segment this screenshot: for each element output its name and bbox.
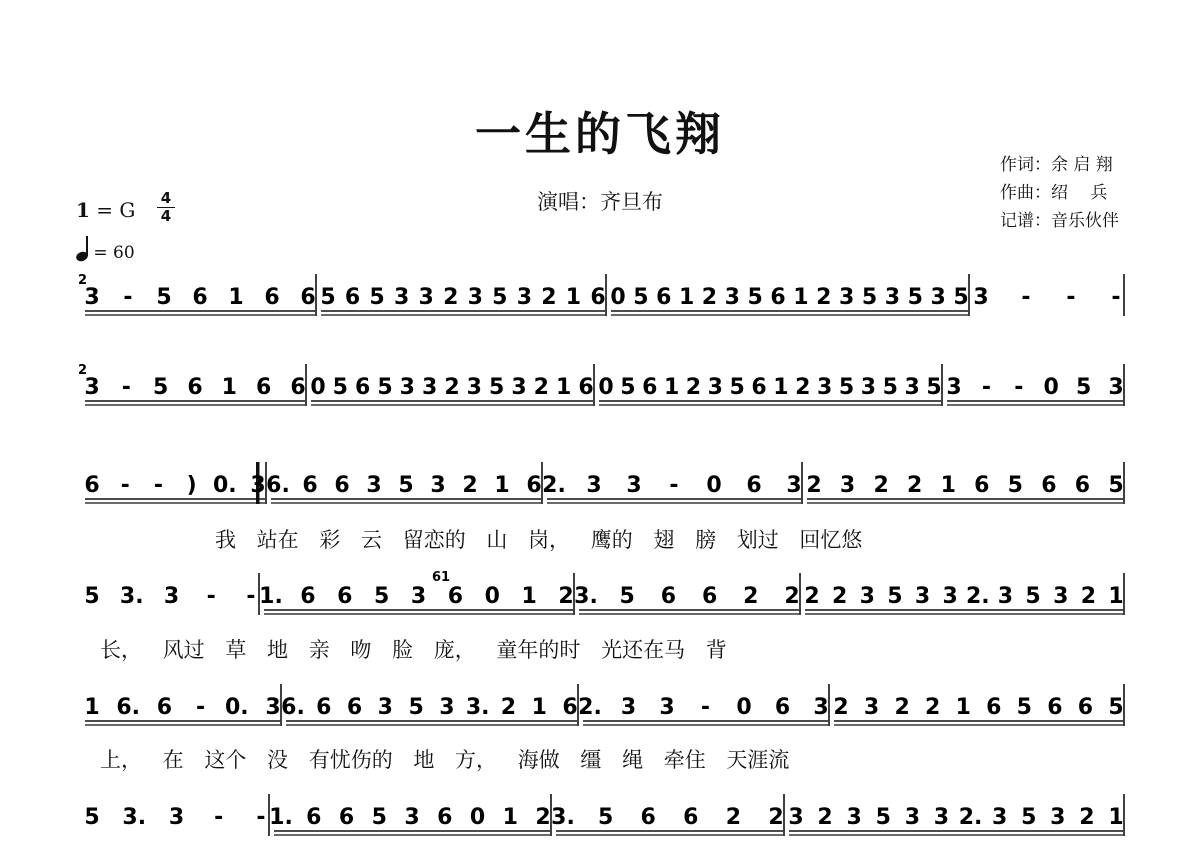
lyric-line-2: 长， 风过 草 地 亲 吻 脸 庞， 童年的时 光还在马 背 <box>100 638 727 662</box>
score-note: 6 <box>264 285 280 310</box>
score-note: 2 <box>817 805 833 830</box>
score-note: 6 <box>334 473 350 498</box>
score-note: 0 <box>610 285 626 310</box>
score-note: 5 <box>369 285 385 310</box>
score-note: 1 <box>565 285 582 310</box>
score-note: 0. <box>212 473 237 498</box>
score-note: 6. <box>281 695 305 720</box>
score-note: 6 <box>337 584 353 609</box>
score-note: - <box>121 375 131 400</box>
score-note: 3 <box>659 695 675 720</box>
singer-credit: 演唱：齐旦布 <box>537 190 663 214</box>
score-note: 5 <box>882 375 898 400</box>
score-note: 1 <box>221 375 237 400</box>
score-note: 1 <box>521 584 537 609</box>
score-note: 6 <box>447 584 464 609</box>
score-note: 5 <box>1021 805 1037 830</box>
score-note: 1 <box>531 695 547 720</box>
score-note: 3 <box>904 805 921 830</box>
score-note: 6 <box>355 375 371 400</box>
grace-note: 2 <box>78 363 88 378</box>
score-note: 1. <box>259 584 283 609</box>
score-note: 5 <box>861 285 878 310</box>
score-note: 3. <box>465 695 490 720</box>
score-note: 3 <box>863 695 880 720</box>
score-note: 3 <box>973 285 989 310</box>
score-note: 2 <box>444 375 460 400</box>
score-note: - <box>246 584 256 609</box>
score-note: 5 <box>729 375 745 400</box>
score-note: - <box>1021 285 1031 310</box>
score-note: 1 <box>494 473 510 498</box>
score-note: 6 <box>986 695 1002 720</box>
lyric-line-1: 我 站在 彩 云 留恋的 山 岗， 鹰的 翅 膀 划过 回忆悠 <box>215 528 863 552</box>
score-note: 5 <box>84 584 100 609</box>
score-note: 2 <box>795 375 811 400</box>
score-note: 6 <box>256 375 272 400</box>
score-note: 3 <box>817 375 833 400</box>
score-note: 1 <box>1108 805 1124 830</box>
tempo-value: = 60 <box>93 243 135 263</box>
score-note: 2 <box>831 584 848 609</box>
score-note: 2 <box>701 285 718 310</box>
score-note: 2 <box>784 584 800 609</box>
score-note: 3 <box>84 375 100 400</box>
score-note: - <box>1111 285 1121 310</box>
score-note: 5 <box>1108 473 1124 498</box>
score-note: 3 <box>163 584 180 609</box>
score-note: 6 <box>1047 695 1063 720</box>
score-note: 2 <box>558 584 574 609</box>
score-note: 2 <box>768 805 784 830</box>
score-note: - <box>1014 375 1024 400</box>
score-note: 1 <box>84 695 100 720</box>
score-note: 5 <box>1108 695 1124 720</box>
score-note: 1 <box>1108 584 1124 609</box>
time-signature-top: 4 <box>160 189 172 207</box>
score-note: 1 <box>793 285 809 310</box>
score-note: 5 <box>633 285 649 310</box>
score-note: 3 <box>586 473 602 498</box>
score-note: 6 <box>562 695 578 720</box>
score-note: 3 <box>418 285 434 310</box>
score-note: - <box>1066 285 1076 310</box>
score-note: 5 <box>620 375 636 400</box>
score-note: 3 <box>930 285 946 310</box>
key-degree: 1 <box>76 198 90 222</box>
score-note: 0 <box>598 375 614 400</box>
score-note: - <box>700 695 711 720</box>
score-note: 0 <box>469 805 486 830</box>
score-note: 6 <box>642 375 658 400</box>
score-note: - <box>120 473 130 498</box>
score-note: 3 <box>813 695 829 720</box>
score-note: 5 <box>953 285 969 310</box>
score-note: 5 <box>1025 584 1041 609</box>
lyric-line-3: 上， 在 这个 没 有忧伤的 地 方， 海做 缰 绳 牵住 天涯流 <box>100 748 790 772</box>
score-note: 3 <box>511 375 527 400</box>
score-note: 5 <box>398 473 414 498</box>
score-note: 3 <box>366 473 382 498</box>
score-note: 2 <box>725 805 742 830</box>
score-note: 5 <box>619 584 635 609</box>
score-note: 2. <box>542 473 566 498</box>
score-note: 2 <box>873 473 889 498</box>
score-note: 3 <box>620 695 637 720</box>
score-note: 5 <box>371 805 387 830</box>
score-note: 3 <box>84 285 100 310</box>
score-note: - <box>214 805 224 830</box>
score-note: 2 <box>535 805 551 830</box>
score-note: 3 <box>846 805 862 830</box>
score-note: 6 <box>156 695 173 720</box>
score-note: 2 <box>743 584 759 609</box>
score-note: 0 <box>484 584 500 609</box>
score-note: 6 <box>338 805 355 830</box>
score-note: 3 <box>942 584 958 609</box>
score-note: 1 <box>556 375 572 400</box>
score-note: 5 <box>1016 695 1032 720</box>
score-note: 5 <box>320 285 336 310</box>
score-note: 5 <box>84 805 100 830</box>
score-note: 3 <box>377 695 393 720</box>
score-note: 2 <box>500 695 517 720</box>
score-note: 1 <box>940 473 956 498</box>
score-note: - <box>256 805 266 830</box>
score-note: - <box>123 285 133 310</box>
score-note: 3 <box>904 375 920 400</box>
lyricist-credit: 作词：余 启 翔 <box>1000 155 1113 175</box>
score-note: 3 <box>991 805 1008 830</box>
score-note: 2 <box>816 285 832 310</box>
score-note: 6 <box>701 584 718 609</box>
score-note: 6 <box>84 473 100 498</box>
score-note: 2 <box>1080 584 1097 609</box>
score-note: 1 <box>955 695 971 720</box>
song-title: 一生的飞翔 <box>475 107 725 161</box>
score-note: 2. <box>965 584 990 609</box>
score-note: 6 <box>187 375 203 400</box>
score-note: 3 <box>422 375 438 400</box>
score-note: 2 <box>685 375 702 400</box>
score-note: 3 <box>467 285 483 310</box>
score-note: 3 <box>786 473 802 498</box>
score-note: 5 <box>875 805 891 830</box>
score-note: 1 <box>228 285 244 310</box>
score-note: 2 <box>533 375 549 400</box>
score-note: 5 <box>838 375 855 400</box>
score-note: 5 <box>747 285 763 310</box>
score-note: 2 <box>806 473 822 498</box>
score-note: 5 <box>408 695 424 720</box>
grace-note: 2 <box>78 273 88 288</box>
score-note: 1 <box>678 285 695 310</box>
score-note: 0 <box>310 375 326 400</box>
score-note: 3 <box>707 375 723 400</box>
score-note: ) <box>186 473 197 498</box>
score-note: 6 <box>746 473 762 498</box>
score-note: 3 <box>393 285 410 310</box>
score-note: 2 <box>462 473 478 498</box>
score-note: 3. <box>122 805 147 830</box>
score-note: 2 <box>804 584 820 609</box>
score-note: 2. <box>958 805 983 830</box>
score-note: 3 <box>788 805 804 830</box>
score-note: 2. <box>578 695 602 720</box>
score-note: 6 <box>344 285 361 310</box>
score-note: 3 <box>860 375 877 400</box>
score-note: 0 <box>706 473 722 498</box>
score-note: 1 <box>773 375 789 400</box>
score-note: - <box>196 695 206 720</box>
score-note: 3 <box>399 375 415 400</box>
score-note: 3 <box>404 805 420 830</box>
score-note: 3 <box>1050 805 1066 830</box>
score-note: 2 <box>443 285 459 310</box>
score-note: - <box>669 473 679 498</box>
composer-credit: 作曲：绍 兵 <box>1000 183 1108 203</box>
score-note: 6 <box>1074 473 1091 498</box>
score-note: 3 <box>250 473 266 498</box>
score-note: 5 <box>377 375 393 400</box>
score-note: 3 <box>1053 584 1069 609</box>
score-note: 1. <box>269 805 293 830</box>
score-note: 6 <box>346 695 363 720</box>
score-note: 6 <box>526 473 542 498</box>
score-note: 5 <box>907 285 923 310</box>
score-note: 5 <box>489 375 505 400</box>
score-note: 3 <box>1108 375 1124 400</box>
score-note: 3 <box>430 473 446 498</box>
score-note: 5 <box>332 375 348 400</box>
grace-note: 61 <box>432 570 451 585</box>
score-note: 6 <box>774 695 791 720</box>
score-note: 5 <box>156 285 172 310</box>
score-note: 6 <box>640 805 656 830</box>
score-note: 1 <box>663 375 680 400</box>
score-note: - <box>153 473 163 498</box>
score-note: 5 <box>492 285 508 310</box>
score-note: 3 <box>946 375 962 400</box>
score-note: 3. <box>119 584 144 609</box>
score-note: 3 <box>265 695 281 720</box>
score-note: 6. <box>266 473 290 498</box>
score-note: 3 <box>914 584 931 609</box>
score-note: 6 <box>316 695 332 720</box>
score-note: 2 <box>925 695 941 720</box>
score-note: 2 <box>894 695 910 720</box>
score-note: 0 <box>736 695 752 720</box>
score-note: 3. <box>574 584 598 609</box>
score-note: 5 <box>1007 473 1023 498</box>
score-note: 1 <box>502 805 518 830</box>
score-note: 5 <box>1075 375 1092 400</box>
score-note: 6 <box>302 473 318 498</box>
score-note: 6 <box>290 375 306 400</box>
score-note: 3 <box>466 375 482 400</box>
transcriber-credit: 记谱：音乐伙伴 <box>1000 211 1119 231</box>
score-note: 0. <box>224 695 249 720</box>
score-note: 6 <box>300 285 316 310</box>
score-note: 6 <box>437 805 453 830</box>
score-note: 6 <box>590 285 606 310</box>
score-note: 6 <box>770 285 786 310</box>
score-note: 3 <box>839 473 856 498</box>
score-note: 3 <box>997 584 1014 609</box>
score-note: 6 <box>1041 473 1057 498</box>
score-note: 6 <box>306 805 322 830</box>
score-note: 0 <box>1043 375 1059 400</box>
key-name: = G <box>89 198 136 222</box>
score-note: 5 <box>373 584 390 609</box>
score-note: 3 <box>516 285 533 310</box>
score-note: - <box>981 375 991 400</box>
score-note: 5 <box>153 375 169 400</box>
score-note: 5 <box>887 584 903 609</box>
score-note: 2 <box>907 473 923 498</box>
score-note: 6 <box>300 584 316 609</box>
score-note: - <box>206 584 216 609</box>
score-note: 5 <box>597 805 614 830</box>
score-note: 3 <box>724 285 740 310</box>
score-note: 6 <box>656 285 672 310</box>
score-note: 6 <box>974 473 990 498</box>
score-note: 3 <box>884 285 901 310</box>
score-note: 3 <box>933 805 950 830</box>
score-note: 6 <box>578 375 594 400</box>
score-note: 3 <box>410 584 427 609</box>
score-note: 3. <box>551 805 575 830</box>
score-note: 6 <box>751 375 767 400</box>
score-note: 6 <box>1077 695 1094 720</box>
score-note: 6 <box>683 805 699 830</box>
score-note: 3 <box>168 805 185 830</box>
score-note: 3 <box>859 584 875 609</box>
score-note: 6. <box>116 695 141 720</box>
score-note: 2 <box>1079 805 1095 830</box>
score-note: 2 <box>833 695 849 720</box>
score-note: 6 <box>192 285 208 310</box>
time-signature-bottom: 4 <box>160 207 172 225</box>
score-note: 2 <box>541 285 557 310</box>
score-note: 3 <box>839 285 855 310</box>
score-note: 3 <box>626 473 642 498</box>
score-note: 5 <box>926 375 942 400</box>
score-note: 6 <box>660 584 677 609</box>
score-note: 3 <box>439 695 455 720</box>
